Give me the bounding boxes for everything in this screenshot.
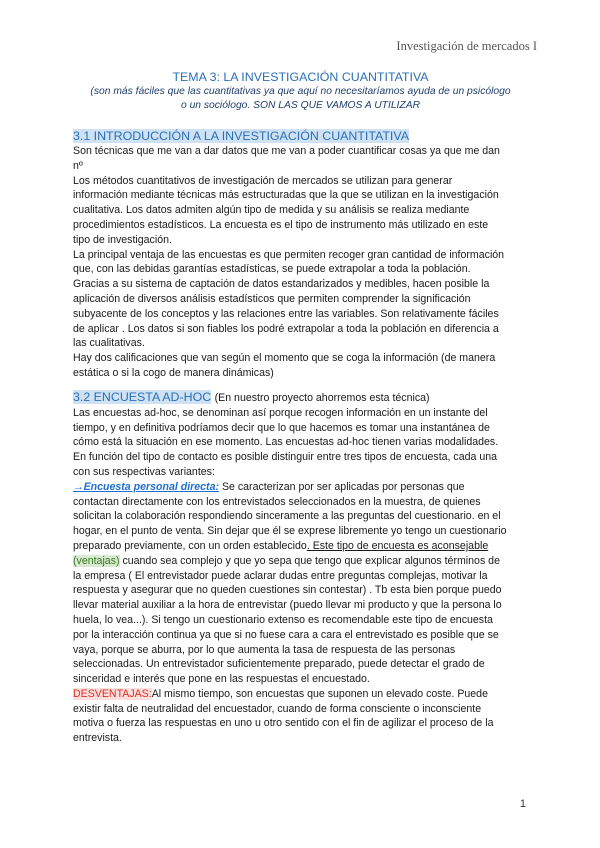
paragraph-line: subyacente de los conceptos y las relaciones entre las variables. Son relativamente fáciles (73, 307, 499, 320)
section-heading-3-2-text: 3.2 ENCUESTA AD-HOC (73, 389, 212, 404)
paragraph-line: aplicación de diversos análisis estadísticos que permiten comprender la significación (73, 292, 471, 305)
paragraph-line: las cualitativas. (73, 337, 145, 350)
ventajas-line (73, 554, 528, 569)
paragraph-line: llevar material auxiliar a la hora de entrevistar (puedo llevar mi producto y que la persona lo (73, 599, 502, 612)
desventajas-text: Al mismo tiempo, son encuestas que suponen un elevado coste. Puede (151, 687, 488, 700)
section-3-2-body (73, 406, 528, 746)
paragraph-line: huela, lo vea...). Si tengo un cuestionario extenso es recomendable este tipo de encuesta (73, 613, 493, 626)
paragraph-line: cómo está la situación en ese momento. Las encuestas ad-hoc tienen varias modalidades. (73, 436, 499, 449)
paragraph-line: por la interacción continua ya que si no fuese cara a cara el entrevistado es posible que se (73, 628, 499, 641)
paragraph-line: Las encuestas ad-hoc, se denominan así porque recogen información en un instante del (73, 406, 488, 419)
term-description: Se caracterizan por ser aplicadas por personas que (219, 480, 465, 493)
encuesta-personal-directa-line (73, 480, 528, 495)
paragraph-line: con sus respectivas variantes: (73, 465, 215, 478)
paragraph-line: solicitan la colaboración respondiendo sinceramente a las preguntas del cuestionario. en el (73, 510, 501, 523)
paragraph-line: En función del tipo de contacto es posible distinguir entre tres tipos de encuesta, cada una (73, 451, 498, 464)
running-header: Investigación de mercados I (396, 39, 537, 53)
section-heading-3-2-note: (En nuestro proyecto ahorremos esta técnica) (214, 391, 430, 404)
section-heading-3-1 (73, 129, 528, 144)
paragraph-line: Hay dos calificaciones que van según el momento que se coga la información (de manera (73, 352, 496, 365)
paragraph-line: nº (73, 159, 83, 172)
paragraph-line: información mediante técnicas más estructuradas que la que se utilizan en la investigación (73, 189, 499, 202)
paragraph-line: hogar, en el punto de venta. Sin dejar que él se exprese libremente yo tengo un cuestionario (73, 525, 507, 538)
paragraph-line: entrevista. (73, 732, 122, 745)
paragraph-line: que, con las debidas garantías estadísticas, se puede extrapolar a toda la población. (73, 263, 471, 276)
aconsejable-underlined-text: . Este tipo de encuesta es aconsejable (306, 539, 489, 552)
paragraph-line: La principal ventaja de las encuestas es que permiten recoger gran cantidad de información (73, 248, 505, 261)
paragraph-line: cualitativa. Los datos admiten algún tipo de medida y su análisis se realiza mediante (73, 204, 470, 217)
document-body (73, 70, 528, 746)
paragraph-line: motiva o fuerza las respuestas en uno u otro sentido con el fin de agilizar el proceso de la (73, 717, 494, 730)
section-heading-3-2 (73, 390, 528, 406)
document-subtitle-line-1: (son más fáciles que las cuantitativas ya que aquí no necesitaríamos ayuda de un psicólogo (90, 86, 511, 97)
paragraph-line: seleccionadas. Un entrevistador suficientemente preparado, puede detectar el grado de (73, 658, 485, 671)
paragraph-line: Gracias a su sistema de captación de datos estandarizados y medibles, hacen posible la (73, 278, 490, 291)
paragraph-line: procedimientos estadísticos. La encuesta es el tipo de instrumento más utilizado en este (73, 218, 489, 231)
document-subtitle-line-2: o un sociólogo. SON LAS QUE VAMOS A UTILIZAR (180, 100, 420, 111)
section-3-1-body (73, 144, 528, 381)
paragraph-line: Los métodos cuantitativos de investigación de mercados se utilizan para generar (73, 174, 453, 187)
paragraph-line: contactan directamente con los entrevistados seleccionados en la muestra, de quienes (73, 495, 481, 508)
adv-line-before: preparado previamente, con un orden establecido (73, 539, 307, 552)
paragraph-line: tiempo, y en definitiva podríamos decir que lo que hacemos es tomar una instantánea de (73, 421, 490, 434)
paragraph-line: de aplicar . Los datos si son fiables los podré extrapolar a toda la población en diferencia a (73, 322, 499, 335)
encuesta-personal-directa-term[interactable]: →Encuesta personal directa: (73, 480, 220, 493)
ventajas-text: cuando sea complejo y que yo sepa que tengo que explicar algunos términos de (119, 554, 500, 567)
page-number: 1 (519, 798, 526, 810)
paragraph-line: la empresa ( El entrevistador puede aclarar dudas entre preguntas complejas, motivar la (73, 569, 488, 582)
desventajas-line (73, 687, 528, 702)
document-title: TEMA 3: LA INVESTIGACIÓN CUANTITATIVA (172, 70, 429, 84)
paragraph-line (73, 539, 528, 554)
paragraph-line: tipo de investigación. (73, 233, 172, 246)
paragraph-line: sinceridad e interés que pone en las respuestas el encuestado. (73, 673, 370, 686)
section-heading-3-1-text: 3.1 INTRODUCCIÓN A LA INVESTIGACIÓN CUANTITATIVA (73, 129, 409, 143)
paragraph-line: Son técnicas que me van a dar datos que me van a poder cuantificar cosas ya que me dan (73, 145, 500, 157)
paragraph-line: vaya, porque se aburra, por lo que aumenta la tasa de respuesta de las personas (73, 643, 456, 656)
desventajas-label: DESVENTAJAS: (73, 687, 152, 700)
paragraph-line: existir falta de neutralidad del encuestador, cuando de forma consciente o inconsciente (73, 702, 482, 715)
paragraph-line: respuesta y asegurar que no queden cuestiones sin contestar) . Tb esta bien porque puedo (73, 584, 502, 597)
paragraph-line: estática o si la cogo de manera dinámicas) (73, 366, 274, 379)
ventajas-label: (ventajas) (73, 554, 120, 567)
